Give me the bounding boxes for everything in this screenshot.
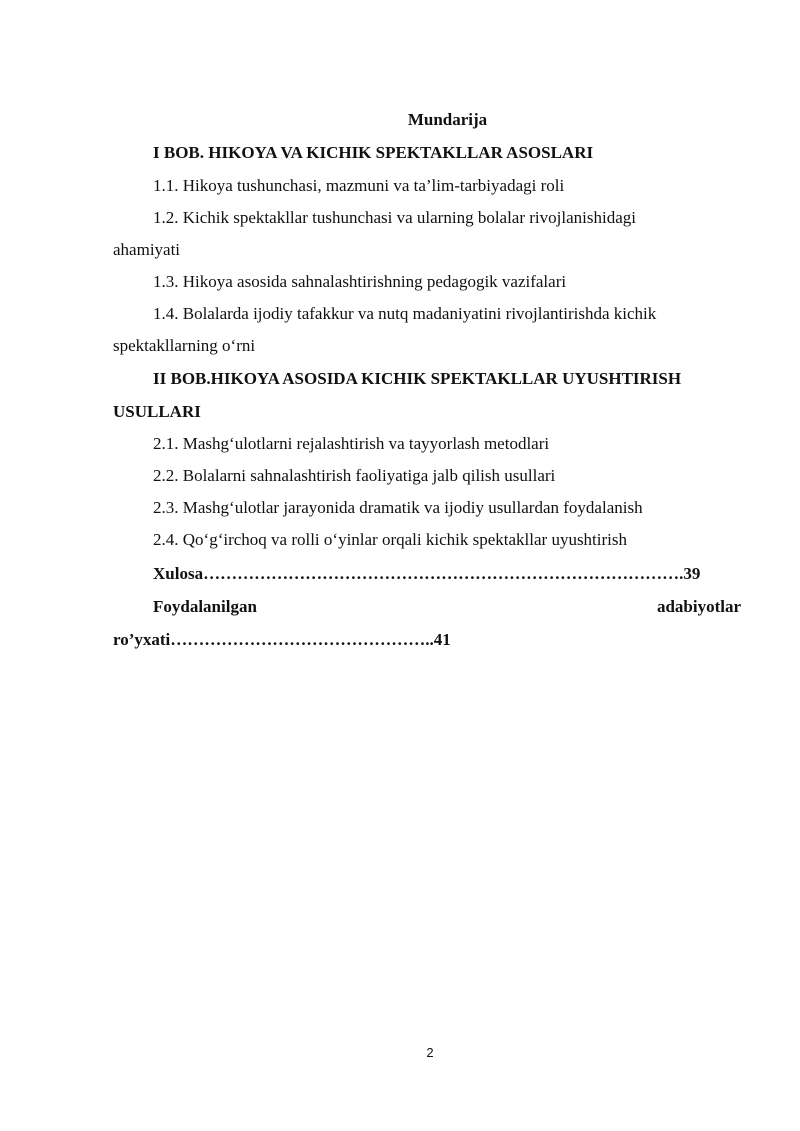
chapter2-title-continued: USULLARI xyxy=(113,402,201,421)
chapter2-title: II BOB.HIKOYA ASOSIDA KICHIK SPEKTAKLLAR UYUSHTIRISH xyxy=(153,369,682,388)
toc-item-1-2-continued: ahamiyati xyxy=(113,240,181,259)
toc-item-1-2: 1.2. Kichik spektakllar tushunchasi va ularning bolalar rivojlanishidagi xyxy=(153,208,636,227)
chapter1-title: I BOB. HIKOYA VA KICHIK SPEKTAKLLAR ASOSLARI xyxy=(153,143,594,162)
toc-heading: Mundarija xyxy=(407,110,488,129)
toc-references-row xyxy=(153,596,741,618)
toc-item-1-4: 1.4. Bolalarda ijodiy tafakkur va nutq madaniyatini rivojlantirishda kichik xyxy=(153,304,657,323)
toc-references-word1: Foydalanilgan xyxy=(153,597,257,616)
toc-item-2-4: 2.4. Qo‘g‘irchoq va rolli o‘yinlar orqali kichik spektakllar uyushtirish xyxy=(153,530,628,549)
toc-references-continued: ro’yxati………………………………………..41 xyxy=(113,630,451,649)
toc-item-2-1: 2.1. Mashg‘ulotlarni rejalashtirish va tayyorlash metodlari xyxy=(153,434,550,453)
toc-item-1-4-continued: spektakllarning o‘rni xyxy=(113,336,256,355)
toc-conclusion: Xulosa………………………………………………………………………….39 xyxy=(153,564,701,583)
toc-item-2-2: 2.2. Bolalarni sahnalashtirish faoliyatiga jalb qilish usullari xyxy=(153,466,556,485)
toc-item-1-3: 1.3. Hikoya asosida sahnalashtirishning pedagogik vazifalari xyxy=(153,272,567,291)
toc-references-word2: adabiyotlar xyxy=(656,597,741,616)
page-number: 2 xyxy=(426,1045,434,1060)
toc-item-1-1: 1.1. Hikoya tushunchasi, mazmuni va ta’lim-tarbiyadagi roli xyxy=(153,176,565,195)
toc-item-2-3: 2.3. Mashg‘ulotlar jarayonida dramatik va ijodiy usullardan foydalanish xyxy=(153,498,643,517)
